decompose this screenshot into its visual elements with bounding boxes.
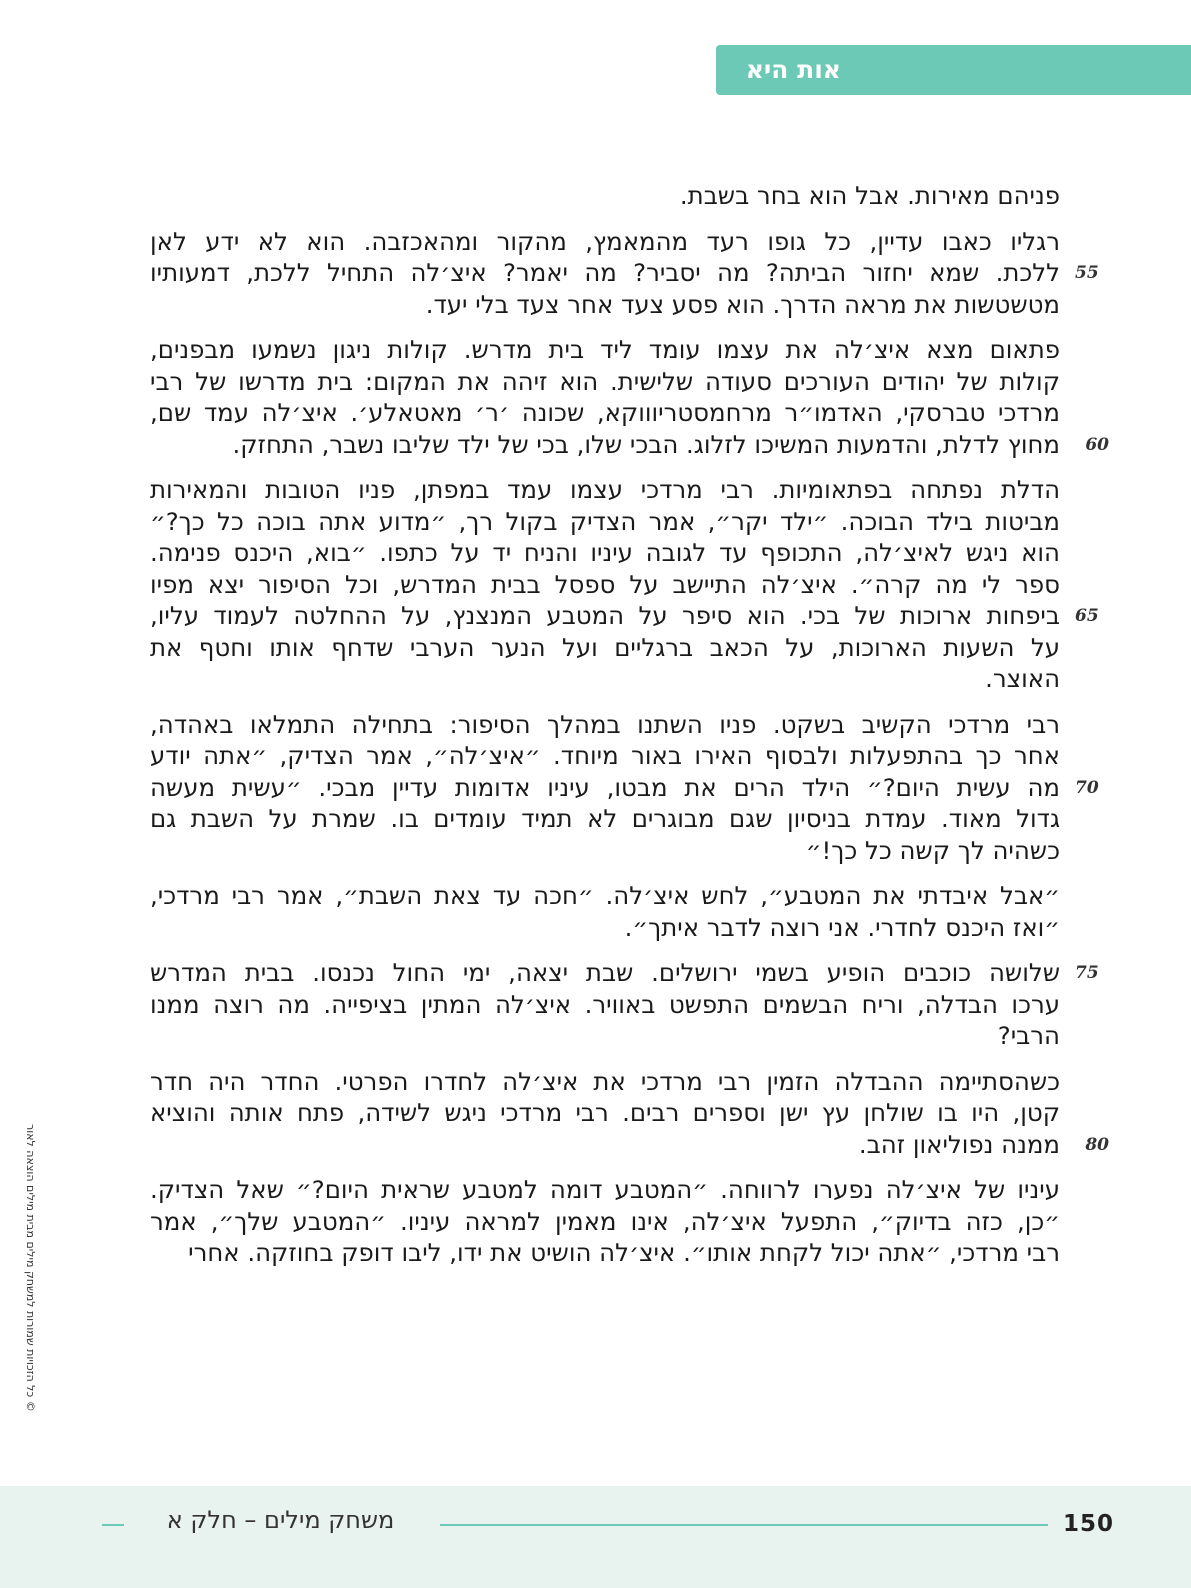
text-line: רגליו כאבו עדיין, כל גופו רעד מהמאמץ, מהקור ומהאכזבה. הוא לא ידע לאן (150, 226, 1060, 256)
paragraph (150, 474, 1099, 695)
text-line: על השעות הארוכות, על הכאב ברגליים ועל הנער הערבי שדחף אותו וחטף את (150, 632, 1060, 662)
paragraph (150, 226, 1099, 321)
text-line: ״כן, כזה בדיוק״, התפעל איצ׳לה, אינו מאמין למראה עיניו. ״המטבע שלך״, אמר (150, 1206, 1060, 1236)
line-number: 65 (1075, 606, 1099, 626)
text-line: קולות של יהודים העורכים סעודה שלישית. הוא זיהה את המקום: בית מדרשו של רבי (150, 366, 1060, 396)
paragraph (150, 334, 1109, 460)
paragraph (150, 1174, 1060, 1269)
line-number: 70 (1075, 777, 1099, 798)
line-number: 80 (1085, 1134, 1109, 1155)
copyright-side-note (24, 1124, 44, 1449)
text-line: מביטות בילד הבוכה. ״ילד יקר״, אמר הצדיק בקול רך, ״מדוע אתה בוכה כל כך?״ (150, 506, 1060, 536)
section-header-tab (716, 45, 1191, 95)
story-text (150, 180, 1109, 1283)
text-line: הרבי? (997, 1021, 1060, 1050)
text-line: רבי מרדכי, ״אתה יכול לקחת אותו״. איצ׳לה הושיט את ידו, ליבו דופק בחוזקה. אחרי (188, 1238, 1060, 1267)
page-number: 150 (1063, 1511, 1115, 1537)
text-line: רבי מרדכי הקשיב בשקט. פניו השתנו במהלך הסיפור: בתחילה התמלאו באהדה, (150, 709, 1060, 739)
text-line: כשהסתיימה ההבדלה הזמין רבי מרדכי את איצ׳לה לחדרו הפרטי. החדר היה חדר (150, 1066, 1060, 1096)
text-line: שלושה כוכבים הופיע בשמי ירושלים. שבת יצאה, ימי החול נכנסו. בבית המדרש 75 (150, 957, 1060, 989)
text-line: הדלת נפתחה בפתאומיות. רבי מרדכי עצמו עמד במפתן, פניו הטובות והמאירות (150, 475, 1060, 504)
text-line: ״אבל איבדתי את המטבע״, לחש איצ׳לה. ״חכה עד צאת השבת״, אמר רבי מרדכי, (150, 881, 1060, 910)
paragraph (150, 957, 1099, 1052)
text-line: קטן, היו בו שולחן עץ ישן וספרים רבים. רבי מרדכי ניגש לשידה, פתח אותה והוציא (150, 1098, 1060, 1127)
paragraph (150, 1066, 1109, 1161)
text-line: גדול מאוד. עמדת בניסיון שגם מבוגרים לא תמיד עומדים בו. שמרת על השבת גם (150, 804, 1060, 833)
text-line: מטשטשות את מראה הדרך. הוא פסע צעד אחר צעד בלי יעד. (425, 289, 1060, 319)
text-line: ערכו הבדלה, וריח הבשמים התפשט באוויר. איצ׳לה המתין בציפייה. מה רוצה ממנו (150, 989, 1060, 1019)
line-number: 55 (1075, 263, 1099, 283)
page-footer (0, 1486, 1191, 1588)
text-line: ממנה נפוליאון זהב. 80 (150, 1129, 1060, 1161)
line-number: 60 (1085, 434, 1109, 455)
text-line: האוצר. (985, 664, 1060, 693)
line-number: 75 (1075, 963, 1099, 983)
text-line: מה עשית היום?״ הילד הרים את מבטו, עיניו אדומות עדיין מבכי. ״עשית מעשה 70 (150, 772, 1060, 804)
footer-rule-left (102, 1524, 124, 1526)
text-line: כשהיה לך קשה כל כך!״ (805, 835, 1060, 865)
copyright-text: © כל הזכויות שמורות למשחק מילים מבית מילים הוצאה לאור (24, 1124, 37, 1412)
footer-rule-right (440, 1524, 1048, 1526)
text-line: פתאום מצא איצ׳לה את עצמו עומד ליד בית מדרש. קולות ניגון נשמעו מבפנים, (150, 335, 1060, 364)
text-line: אחר כך בהתפעלות ולבסוף האירו באור מיוחד. ״איצ׳לה״, אמר הצדיק, ״אתה יודע (150, 741, 1060, 770)
paragraph (150, 880, 1060, 943)
paragraph (150, 180, 1060, 212)
text-line: עיניו של איצ׳לה נפערו לרווחה. ״המטבע דומה למטבע שראית היום?״ שאל הצדיק. (150, 1175, 1060, 1204)
text-line: ״ואז היכנס לחדרי. אני רוצה לדבר איתך״. (624, 912, 1060, 942)
text-line: מרדכי טברסקי, האדמו״ר מרחמסטריוווקא, שכונה ׳ר׳ מאטאלע׳. איצ׳לה עמד שם, (150, 398, 1060, 427)
text-line: ספר לי מה קרה״. איצ׳לה התיישב על ספסל בבית המדרש, וכל הסיפור יצא מפיו (150, 569, 1060, 599)
text-line: ביפחות ארוכות של בכי. הוא סיפר על המטבע המנצנץ, על ההחלטה לעמוד עליו, 65 (150, 600, 1060, 632)
text-line: מחוץ לדלת, והדמעות המשיכו לזלוג. הבכי שלו, בכי של ילד שליבו נשבר, התחזק. 60 (150, 429, 1060, 461)
text-line: הוא ניגש לאיצ׳לה, התכופף עד לגובה עיניו והניח יד על כתפו. ״בוא, היכנס פנימה. (150, 538, 1060, 567)
text-line: ללכת. שמא יחזור הביתה? מה יסביר? מה יאמר? איצ׳לה התחיל ללכת, דמעותיו 55 (150, 257, 1060, 289)
text-line: פניהם מאירות. אבל הוא בחר בשבת. (679, 181, 1060, 210)
book-title: משחק מילים – חלק א (166, 1506, 395, 1534)
section-title: אות היא (745, 55, 841, 84)
paragraph (150, 709, 1099, 867)
